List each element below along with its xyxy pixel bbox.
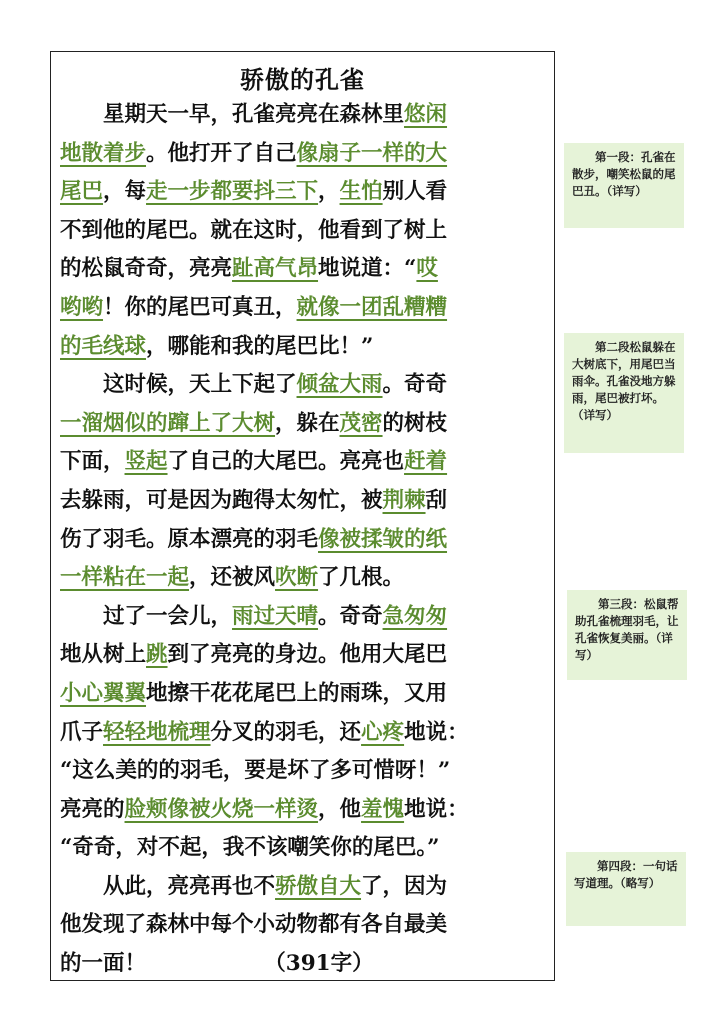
essay-line bbox=[60, 212, 550, 251]
highlighted-phrase: 尾巴 bbox=[60, 179, 104, 205]
highlighted-phrase: 心疼 bbox=[361, 719, 405, 745]
essay-line bbox=[60, 636, 550, 675]
annotation-paragraph-4 bbox=[566, 852, 686, 926]
annotation-text: 第二段松鼠躲在大树底下，用尾巴当雨伞。孔雀没地方躲雨，尾巴被打坏。（详写） bbox=[572, 340, 676, 422]
essay-line bbox=[60, 752, 550, 791]
text-segment: 了自己的大尾巴。亮亮也 bbox=[167, 449, 405, 475]
annotation-text: 第一段：孔雀在散步，嘲笑松鼠的尾巴丑。（详写） bbox=[572, 150, 676, 198]
highlighted-phrase: 一样粘在一起 bbox=[60, 565, 190, 591]
highlighted-phrase: 雨过天晴 bbox=[232, 603, 319, 629]
essay-line bbox=[60, 675, 550, 714]
text-segment: 从此，亮亮再也不 bbox=[60, 873, 276, 899]
text-segment: ！你的尾巴可真丑， bbox=[103, 294, 297, 320]
highlighted-phrase: 跳 bbox=[146, 642, 168, 668]
highlighted-phrase: 羞愧 bbox=[361, 796, 405, 822]
highlighted-phrase: 急匆匆 bbox=[382, 603, 448, 629]
highlighted-phrase: 哎 bbox=[416, 256, 438, 282]
annotation-paragraph-1 bbox=[564, 143, 684, 228]
highlighted-phrase: 像扇子一样的大 bbox=[296, 140, 448, 166]
essay-line bbox=[60, 482, 550, 521]
essay-line bbox=[60, 366, 550, 405]
annotation-paragraph-2 bbox=[564, 333, 684, 453]
annotation-text: 第四段：一句话写道理。（略写） bbox=[574, 859, 678, 890]
text-segment: 到了亮亮的身边。他用大尾巴 bbox=[167, 642, 448, 668]
highlighted-phrase: 哟哟 bbox=[60, 294, 104, 320]
text-segment: 爪子 bbox=[60, 719, 104, 745]
highlighted-phrase: 赶着 bbox=[404, 449, 448, 475]
annotation-text: 第三段：松鼠帮助孔雀梳理羽毛，让孔雀恢复美丽。（详写） bbox=[575, 597, 679, 662]
highlighted-phrase: 轻轻地梳理 bbox=[103, 719, 211, 745]
essay-line bbox=[60, 945, 550, 984]
essay-title: 骄傲的孔雀 bbox=[240, 65, 365, 94]
essay-line bbox=[60, 714, 550, 753]
text-segment: 。奇奇 bbox=[318, 603, 383, 629]
text-segment: 刮 bbox=[425, 487, 448, 513]
highlighted-phrase: 荆棘 bbox=[382, 487, 426, 513]
text-segment: 的松鼠奇奇，亮亮 bbox=[60, 256, 233, 282]
text-segment: 伤了羽毛。原本漂亮的羽毛 bbox=[60, 526, 319, 552]
highlighted-phrase: 脸颊像被火烧一样烫 bbox=[124, 796, 319, 822]
essay-body bbox=[60, 96, 550, 984]
highlighted-phrase: 地散着步 bbox=[60, 140, 147, 166]
text-segment: 过了一会儿， bbox=[60, 603, 233, 629]
highlighted-phrase: 像被揉皱的纸 bbox=[318, 526, 448, 552]
text-segment: 下面， bbox=[60, 449, 125, 475]
text-segment: 别人看 bbox=[382, 179, 448, 205]
essay-line bbox=[60, 829, 550, 868]
text-segment: 。奇奇 bbox=[382, 372, 448, 398]
highlighted-phrase: 的毛线球 bbox=[60, 333, 147, 359]
text-segment: 去躲雨，可是因为跑得太匆忙，被 bbox=[60, 487, 383, 513]
text-segment: 地从树上 bbox=[60, 642, 147, 668]
text-segment: ，哪能和我的尾巴比！” bbox=[146, 333, 374, 359]
highlighted-phrase: 吹断 bbox=[275, 565, 319, 591]
text-segment: “这么美的的羽毛，要是坏了多可惜呀！” bbox=[60, 758, 451, 784]
text-segment: 了，因为 bbox=[361, 873, 448, 899]
essay-line bbox=[60, 598, 550, 637]
essay-line bbox=[60, 405, 550, 444]
text-segment: ，还被风 bbox=[189, 565, 276, 591]
text-segment: “奇奇，对不起，我不该嘲笑你的尾巴。” bbox=[60, 835, 440, 861]
text-segment: 地说： bbox=[404, 719, 469, 745]
highlighted-phrase: 一溜烟似的蹿上了大树 bbox=[60, 410, 276, 436]
text-segment: 地擦干花花尾巴上的雨珠，又用 bbox=[146, 680, 448, 706]
highlighted-phrase: 竖起 bbox=[124, 449, 168, 475]
annotation-paragraph-3 bbox=[567, 590, 687, 680]
text-segment: 。他打开了自己 bbox=[146, 140, 297, 166]
text-segment: 他发现了森林中每个小动物都有各自最美 bbox=[60, 912, 448, 938]
essay-line bbox=[60, 906, 550, 945]
text-segment: 星期天一早，孔雀亮亮在森林里 bbox=[60, 102, 405, 127]
highlighted-phrase: 茂密 bbox=[339, 410, 383, 436]
text-segment: 亮亮的 bbox=[60, 796, 125, 822]
essay-line bbox=[60, 559, 550, 598]
highlighted-phrase: 倾盆大雨 bbox=[296, 372, 383, 398]
essay-line bbox=[60, 289, 550, 328]
text-segment: 这时候，天上下起了 bbox=[60, 372, 297, 398]
text-segment: 的一面！ （391字） bbox=[60, 951, 374, 977]
essay-line bbox=[60, 96, 550, 135]
text-segment: 的树枝 bbox=[382, 410, 448, 436]
text-segment: 地说道：“ bbox=[318, 256, 417, 282]
essay-line bbox=[60, 173, 550, 212]
essay-line bbox=[60, 250, 550, 289]
text-segment: ，每 bbox=[103, 179, 147, 205]
text-segment: ，躲在 bbox=[275, 410, 340, 436]
highlighted-phrase: 走一步都要抖三下 bbox=[146, 179, 319, 205]
text-segment: 地说： bbox=[404, 796, 469, 822]
essay-line bbox=[60, 791, 550, 830]
essay-line bbox=[60, 135, 550, 174]
text-segment: 分叉的羽毛，还 bbox=[210, 719, 362, 745]
highlighted-phrase: 骄傲自大 bbox=[275, 873, 362, 899]
text-segment: ， bbox=[318, 179, 340, 205]
text-segment: 了几根。 bbox=[318, 565, 405, 591]
text-segment: ，他 bbox=[318, 796, 362, 822]
essay-line bbox=[60, 328, 550, 367]
highlighted-phrase: 悠闲 bbox=[404, 102, 448, 127]
highlighted-phrase: 生怕 bbox=[339, 179, 383, 205]
essay-line bbox=[60, 443, 550, 482]
highlighted-phrase: 小心翼翼 bbox=[60, 680, 147, 706]
essay-line bbox=[60, 521, 550, 560]
highlighted-phrase: 趾高气昂 bbox=[232, 256, 319, 282]
highlighted-phrase: 就像一团乱糟糟 bbox=[296, 294, 448, 320]
text-segment: 不到他的尾巴。就在这时，他看到了树上 bbox=[60, 217, 448, 243]
essay-paper bbox=[50, 51, 555, 981]
essay-line bbox=[60, 868, 550, 907]
